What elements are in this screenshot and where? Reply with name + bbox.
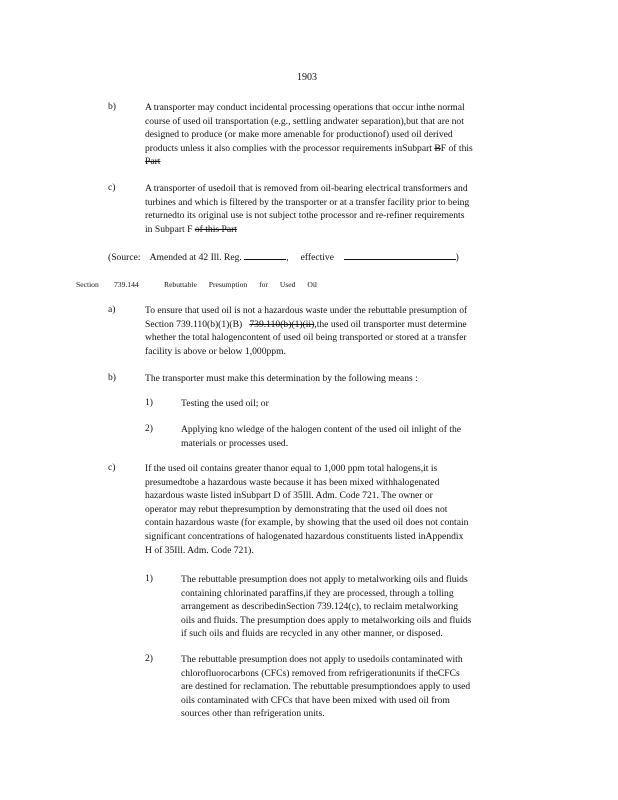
text-line: A transporter may conduct incidental processing operations that occur inthe normal: [145, 102, 465, 113]
subsection-b-text: [145, 101, 543, 169]
item-2-text: [181, 653, 545, 721]
text-line: sources other than refrigeration units.: [181, 708, 325, 720]
source-effective: effective: [300, 252, 334, 263]
text-line: Section 739.110(b)(1)(B) 739.110(b)(1)(ii),the used oil transporter must determine: [145, 318, 467, 330]
text-line: The rebuttable presumption does not apply to metalworking oils and fluids: [181, 574, 468, 585]
subsection-c-text: [145, 462, 547, 557]
subsection-label-b: b): [108, 101, 116, 112]
item-label-1: 1): [145, 397, 153, 408]
subsection-b-text: [145, 372, 545, 386]
section-title: Rebuttable Presumption for Used Oil: [164, 280, 318, 289]
blank-line: [244, 251, 286, 260]
text-line: The rebuttable presumption does not apply to usedoils contaminated with: [181, 654, 463, 665]
text-line: If the used oil contains greater thanor equal to 1,000 ppm total halogens,it is: [145, 463, 438, 474]
text-line: Applying kno wledge of the halogen content of the used oil inlight of the: [181, 424, 462, 435]
text-line: returnedto its original use is not subject tothe processor and re-refiner requirements: [145, 210, 465, 222]
item-label-1: 1): [145, 573, 153, 584]
text-line: chlorofluorocarbons (CFCs) removed from refrigerationunits if theCFCs: [181, 667, 460, 679]
struck-text: of this Part: [194, 223, 237, 235]
subsection-a-text: [145, 304, 547, 358]
text-line: oils contaminated with CFCs that have been mixed with used oil from: [181, 694, 450, 706]
text-line: oils and fluids. The presumption does apply to metalworking oils and fluids: [181, 614, 472, 626]
struck-text: B: [434, 142, 441, 154]
text-line: H of 35Ill. Adm. Code 721).: [145, 544, 254, 556]
source-open: (Source:: [108, 252, 141, 263]
source-note: [108, 251, 508, 265]
text-line: course of used oil transportation (e.g., settling andwater separation),but that are not: [145, 115, 464, 127]
section-number: 739.144: [114, 280, 139, 289]
text-line: materials or processes used.: [181, 437, 289, 449]
subsection-label-c: c): [108, 182, 116, 193]
item-label-2: 2): [145, 653, 153, 664]
subsection-label-a: a): [108, 304, 116, 315]
text-line: if such oils and fluids are recycled in any other manner, or disposed.: [181, 628, 443, 640]
source-comma: ,: [286, 252, 289, 263]
text-fragment: ,the used oil transporter must determine: [314, 318, 467, 330]
text-fragment: F of this: [440, 142, 473, 154]
text-line: in Subpart F of this Part: [145, 223, 237, 235]
text-line: facility is above or below 1,000ppm.: [145, 345, 286, 357]
text-line: whether the total halogencontent of used oil being transported or stored at a transfer: [145, 332, 467, 344]
item-2-text: [181, 423, 541, 450]
text-line: are destined for reclamation. The rebuttable presumptiondoes apply to used: [181, 681, 471, 693]
text-line: operator may rebut thepresumption by demonstrating that the used oil does not: [145, 503, 448, 515]
source-amended: Amended at 42 Ill. Reg.: [149, 252, 242, 263]
subsection-label-c: c): [108, 462, 116, 473]
subsection-label-b: b): [108, 372, 116, 383]
struck-text: 739.110(b)(1)(ii): [249, 318, 315, 330]
page-number: 1903: [297, 72, 317, 83]
text-line: products unless it also complies with the processor requirements inSubpart BF of this: [145, 142, 473, 154]
text-line: containing chlorinated paraffins,if they are processed, through a tolling: [181, 587, 454, 599]
text-line: A transporter of usedoil that is removed from oil-bearing electrical transformers and: [145, 183, 468, 194]
source-close: ): [455, 252, 459, 263]
struck-text: Part: [145, 156, 161, 168]
subsection-c-text: [145, 182, 545, 236]
text-line: The transporter must make this determination by the following means :: [145, 373, 418, 384]
text-line: hazardous waste listed inSubpart D of 35Ill. Adm. Code 721. The owner or: [145, 490, 433, 502]
item-1-text: [181, 573, 545, 641]
text-line: Testing the used oil; or: [181, 398, 269, 409]
item-1-text: [181, 397, 541, 411]
text-line: significant concentrations of halogenated hazardous constituents listed inAppendix: [145, 530, 464, 542]
item-label-2: 2): [145, 423, 153, 434]
text-line: designed to produce (or make more amenable for productionof) used oil derived: [145, 129, 453, 141]
text-line: turbines and which is filtered by the transporter or at a transfer facility prior to being: [145, 196, 470, 208]
blank-line: [344, 251, 456, 260]
text-line: contain hazardous waste (for example, by showing that the used oil does not contain: [145, 517, 469, 529]
text-line: presumedtobe a hazardous waste because it has been mixed withhalogenated: [145, 476, 440, 488]
text-line: To ensure that used oil is not a hazardous waste under the rebuttable presumption of: [145, 305, 468, 316]
section-word: Section: [76, 280, 99, 289]
text-line: arrangement as describedinSection 739.124(c), to reclaim metalworking: [181, 601, 459, 613]
text-line: [145, 155, 543, 169]
